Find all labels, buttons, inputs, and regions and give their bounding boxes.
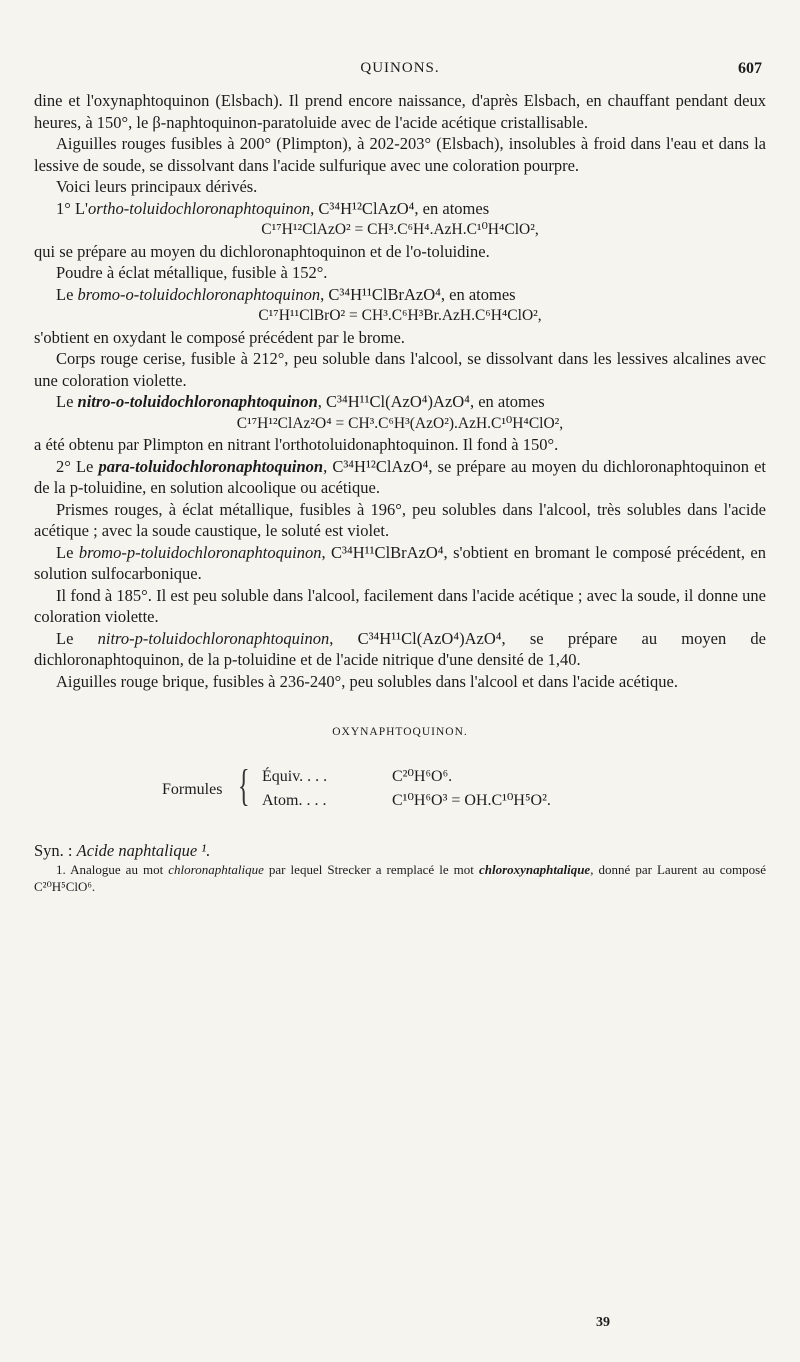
formules-label: Formules bbox=[162, 780, 223, 798]
formule-atom bbox=[262, 790, 551, 812]
paragraph bbox=[34, 284, 766, 306]
text: Le bbox=[56, 392, 78, 411]
formule-equiv bbox=[262, 766, 452, 788]
text: 1° L' bbox=[56, 198, 89, 218]
paragraph: Poudre à éclat métallique, fusible à 152°. bbox=[56, 263, 328, 282]
atom-label: Atom. . . . bbox=[262, 791, 327, 809]
paragraph: s'obtient en oxydant le composé précédent par le brome. bbox=[34, 327, 405, 347]
paragraph: qui se prépare au moyen du dichloronaphtoquinon et de l'o-toluidine. bbox=[34, 241, 490, 261]
formules-block bbox=[34, 760, 766, 814]
compound-name: nitro-o-toluidochloronaphtoquinon bbox=[77, 392, 318, 411]
text: par lequel Strecker a remplacé le mot bbox=[263, 862, 479, 877]
equiv-formula: C²⁰H⁶O⁶. bbox=[392, 767, 453, 785]
syn-value: Acide naphtalique ¹. bbox=[76, 840, 211, 860]
text: Le bbox=[56, 284, 78, 304]
paragraph: Il fond à 185°. Il est peu soluble dans l'alcool, facilement dans l'acide acétique ; avec la soude, il donne une coloration violette. bbox=[34, 585, 766, 626]
formula: C¹⁷H¹²ClAzO² = CH³.C⁶H⁴.AzH.C¹⁰H⁴ClO², bbox=[261, 221, 539, 238]
compound-name: para-toluidochloronaphtoquinon bbox=[98, 456, 324, 476]
compound-name: bromo-p-toluidochloronaphtoquinon bbox=[78, 542, 322, 562]
paragraph bbox=[34, 456, 766, 499]
text: , C³⁴H¹²ClAzO⁴, se prépare au moyen du dichloronaphtoquinon et de la p-toluidine, en solution alcoolique ou acétique. bbox=[34, 456, 766, 497]
paragraph bbox=[34, 198, 766, 220]
syn-label: Syn. : bbox=[34, 840, 77, 860]
footnote-term: chloroxynaphtalique bbox=[478, 862, 591, 877]
paragraph: dine et l'oxynaphtoquinon (Elsbach). Il prend encore naissance, d'après Elsbach, en chauffant pendant deux heures, à 150°, le β-naphtoquinon-paratoluide avec de l'acide acétique cristallisable. bbox=[34, 91, 766, 132]
paragraph: Prismes rouges, à éclat métallique, fusibles à 196°, peu solubles dans l'alcool, très solubles dans l'acide acétique ; avec la soude caustique, le soluté est violet. bbox=[34, 499, 766, 540]
synonym-line bbox=[34, 840, 766, 862]
paragraph: Voici leurs principaux dérivés. bbox=[56, 177, 258, 196]
running-title: QUINONS. bbox=[360, 60, 440, 76]
text: 2° Le bbox=[56, 456, 99, 476]
footnote-term: chloronaphtalique bbox=[168, 862, 264, 877]
paragraph: Corps rouge cerise, fusible à 212°, peu soluble dans l'alcool, se dissolvant dans les lessives alcalines avec une coloration violette. bbox=[34, 349, 766, 390]
text: Le bbox=[56, 542, 79, 562]
equiv-label: Équiv. . . . bbox=[262, 767, 328, 785]
text: , C³⁴H¹¹ClBrAzO⁴, s'obtient en bromant le composé précédent, en solution sulfocarbonique. bbox=[34, 542, 766, 583]
text: , C³⁴H¹¹Cl(AzO⁴)AzO⁴, en atomes bbox=[317, 392, 545, 411]
atom-formula: C¹⁰H⁶O³ = OH.C¹⁰H⁵O². bbox=[392, 791, 551, 809]
paragraph: a été obtenu par Plimpton en nitrant l'orthotoluidonaphtoquinon. Il fond à 150°. bbox=[34, 435, 559, 454]
formula: C¹⁷H¹¹ClBrO² = CH³.C⁶H³Br.AzH.C⁶H⁴ClO², bbox=[258, 307, 542, 324]
body-text bbox=[34, 90, 766, 895]
running-header bbox=[34, 60, 766, 84]
paragraph bbox=[34, 628, 766, 671]
text: , donné par Laurent au composé C²⁰H⁵ClO⁶. bbox=[34, 862, 766, 894]
compound-name: bromo-o-toluidochloronaphtoquinon bbox=[77, 284, 321, 304]
formula: C¹⁷H¹²ClAz²O⁴ = CH³.C⁶H³(AzO²).AzH.C¹⁰H⁴ClO², bbox=[236, 414, 564, 432]
text: , C³⁴H¹²ClAzO⁴, en atomes bbox=[310, 198, 490, 218]
text: Le bbox=[56, 628, 98, 648]
paragraph: Aiguilles rouge brique, fusibles à 236-240°, peu solubles dans l'alcool et dans l'acide acétique. bbox=[56, 671, 678, 691]
compound-name: nitro-p-toluidochloronaphtoquinon bbox=[97, 628, 330, 648]
text: , C³⁴H¹¹ClBrAzO⁴, en atomes bbox=[320, 284, 516, 304]
paragraph bbox=[34, 542, 766, 585]
page-number: 607 bbox=[738, 60, 762, 77]
paragraph bbox=[34, 391, 766, 413]
compound-name: ortho-toluidochloronaphtoquinon bbox=[88, 198, 311, 218]
text: 1. Analogue au mot bbox=[56, 862, 169, 877]
brace-icon: { bbox=[238, 760, 250, 810]
footnote bbox=[34, 861, 766, 895]
signature-number: 39 bbox=[596, 1315, 610, 1330]
paragraph: Aiguilles rouges fusibles à 200° (Plimpton), à 202-203° (Elsbach), insolubles à froid dans l'eau et dans la lessive de soude, se dissolvant dans l'acide sulfurique avec une coloration pourpre. bbox=[34, 134, 766, 175]
section-heading: OXYNAPHTOQUINON. bbox=[332, 726, 468, 738]
text: , C³⁴H¹¹Cl(AzO⁴)AzO⁴, se prépare au moyen de dichloronaphtoquinon, de la p-toluidine et de l'acide nitrique d'une densité de 1,40. bbox=[34, 628, 767, 669]
